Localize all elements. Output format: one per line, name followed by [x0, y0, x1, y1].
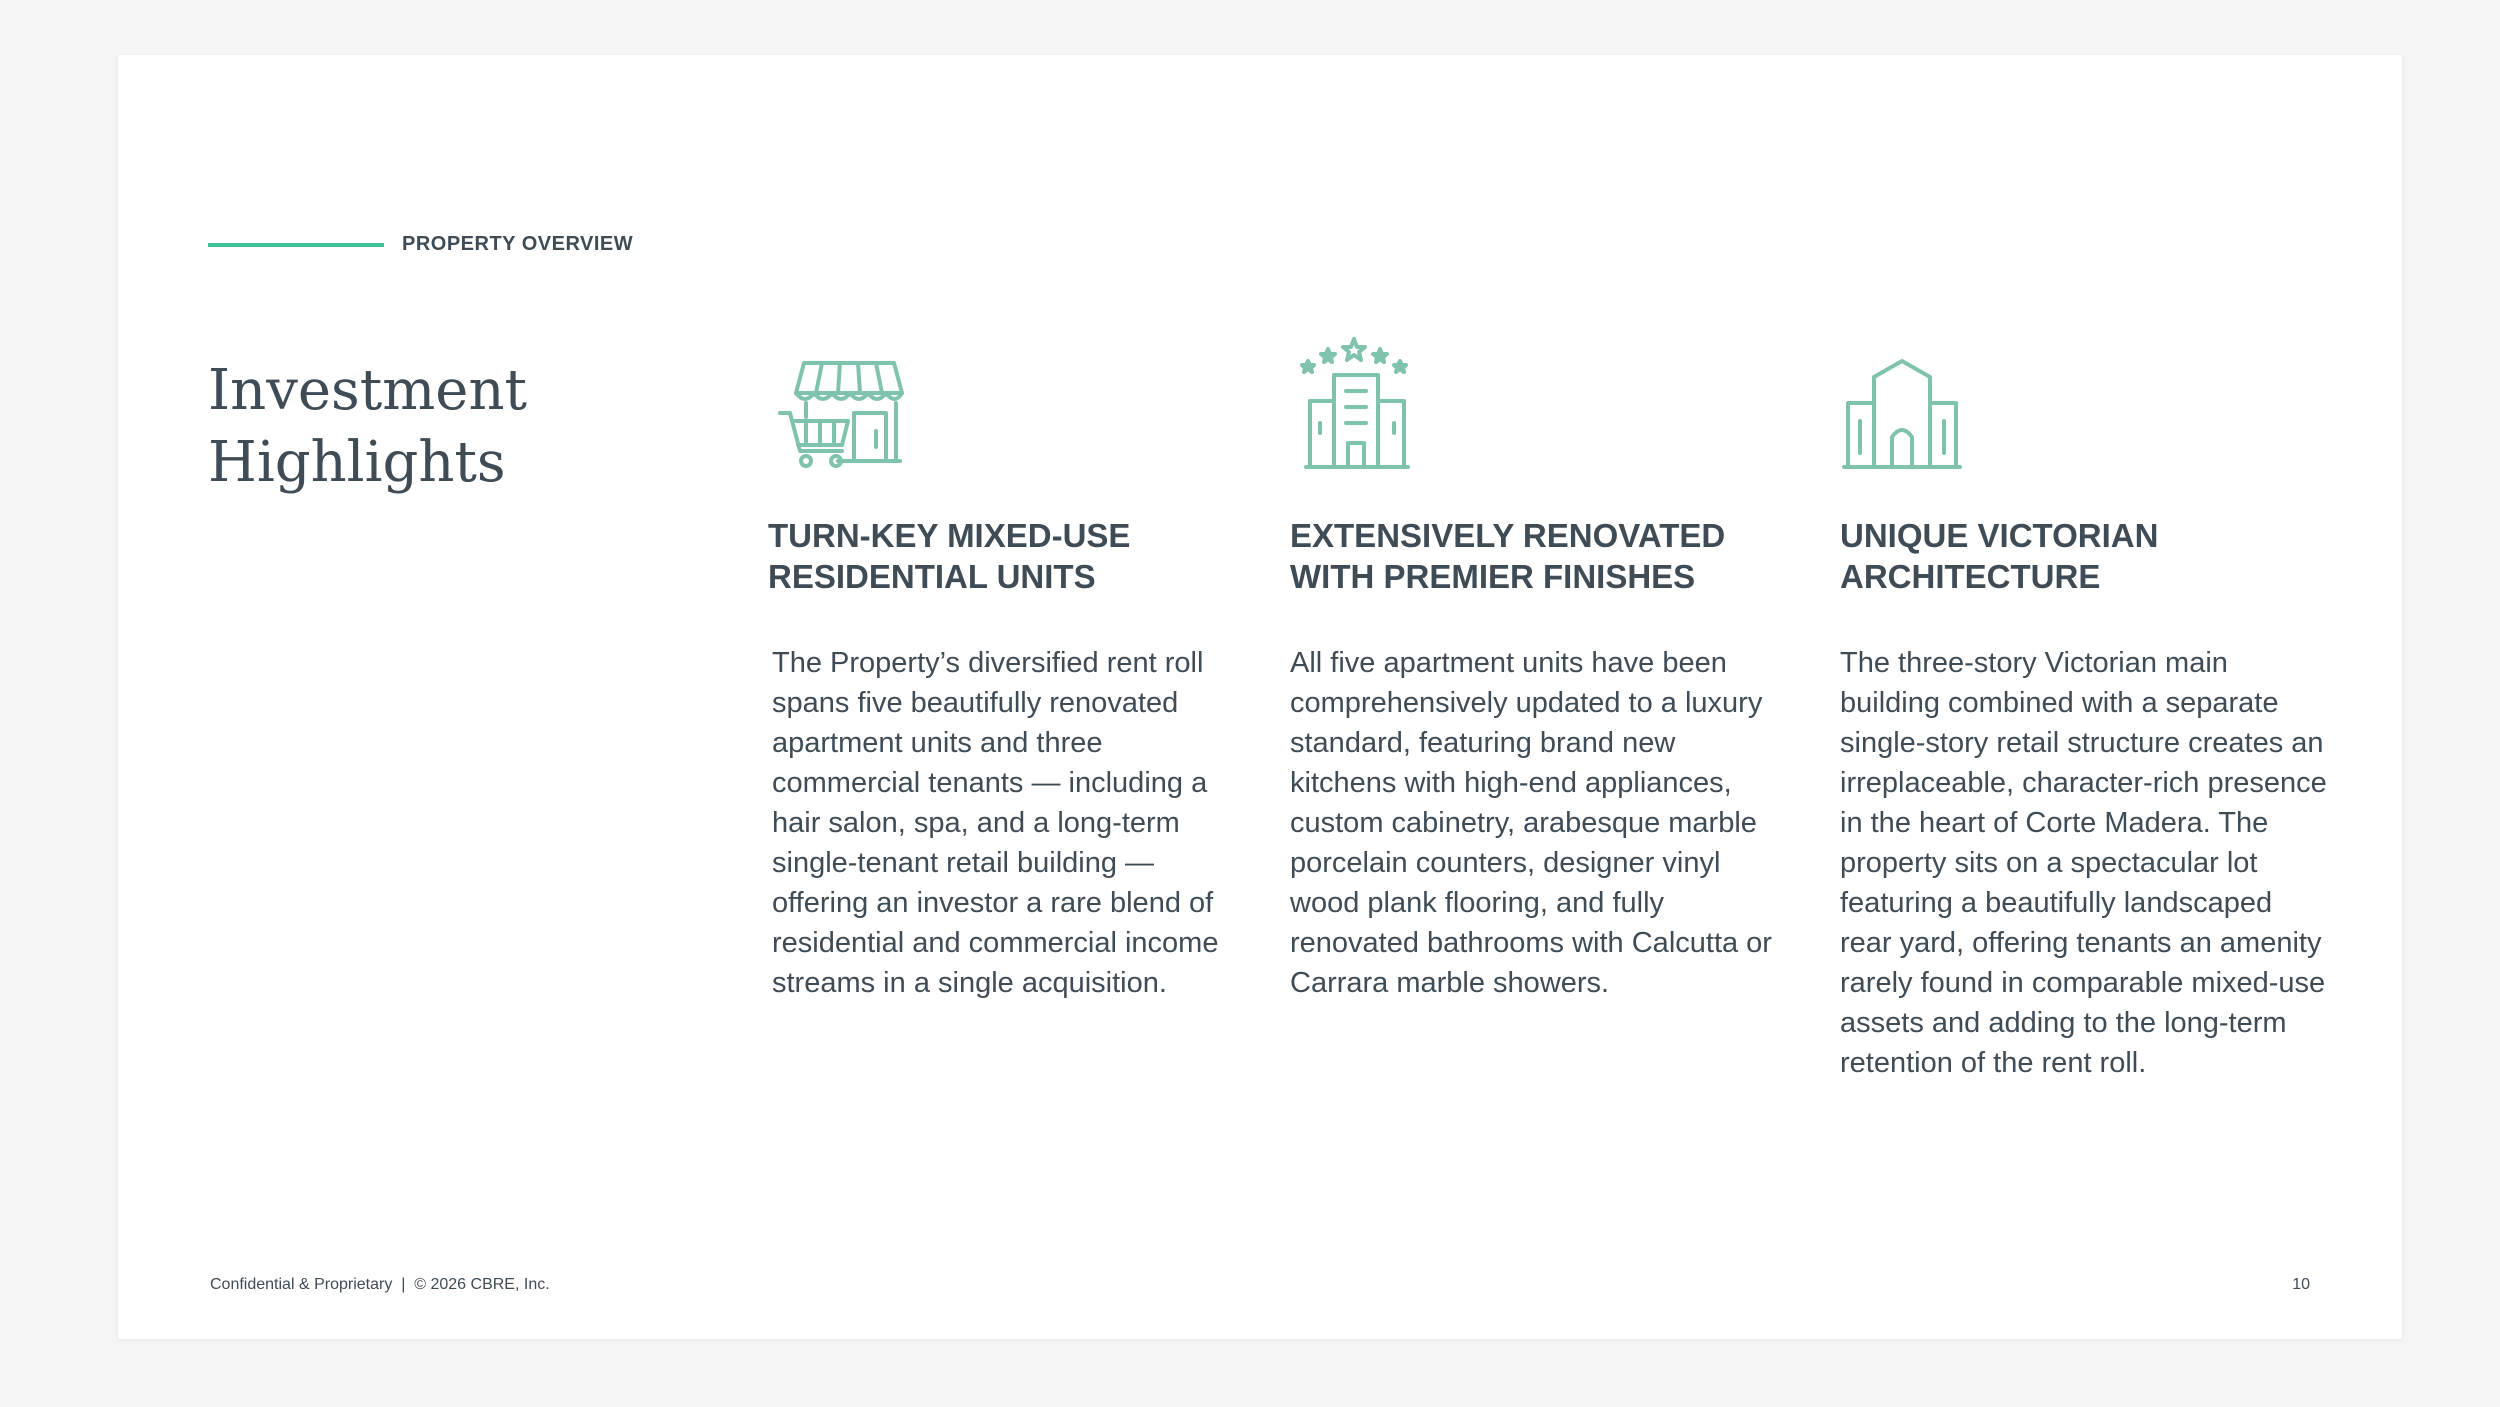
highlight-heading: TURN-KEY MIXED-USE RESIDENTIAL UNITS — [768, 517, 1131, 595]
section-label: PROPERTY OVERVIEW — [402, 233, 634, 255]
highlight-body: The three-story Victorian main building combined with a separate single-story retail structure creates an irreplaceable, character-rich presence in the heart of Corte Madera. The property sits on a spectacular lot featuring a beautifully landscaped rear yard, offering tenants an amenity rarely found in comparable mixed-use assets and adding to the long-term retention of the rent roll. — [1840, 647, 2327, 1079]
five-star-building-icon — [1298, 337, 1418, 477]
accent-rule — [208, 243, 384, 247]
storefront-cart-icon — [776, 355, 906, 471]
section-eyebrow — [208, 233, 633, 256]
highlight-body: The Property’s diversified rent roll spans five beautifully renovated apartment units and three commercial tenants — including a hair salon, spa, and a long-term single-tenant retail building — offering an investor a rare blend of residential and commercial income streams in a single acquisition. — [772, 647, 1219, 999]
page-title: Investment Highlights — [208, 358, 528, 495]
slide — [118, 55, 2402, 1339]
highlight-body: All five apartment units have been comprehensively updated to a luxury standard, featuring brand new kitchens with high-end appliances, custom cabinetry, arabesque marble porcelain counters, designer vinyl wood plank flooring, and fully renovated bathrooms with Calcutta or Carrara marble showers. — [1290, 647, 1772, 999]
highlight-heading: UNIQUE VICTORIAN ARCHITECTURE — [1840, 517, 2159, 595]
footer-copyright: Confidential & Proprietary | © 2026 CBRE, Inc. — [210, 1276, 550, 1293]
highlight-heading: EXTENSIVELY RENOVATED WITH PREMIER FINISHES — [1290, 517, 1726, 595]
victorian-building-icon — [1840, 357, 1964, 471]
page-number: 10 — [2292, 1276, 2310, 1293]
